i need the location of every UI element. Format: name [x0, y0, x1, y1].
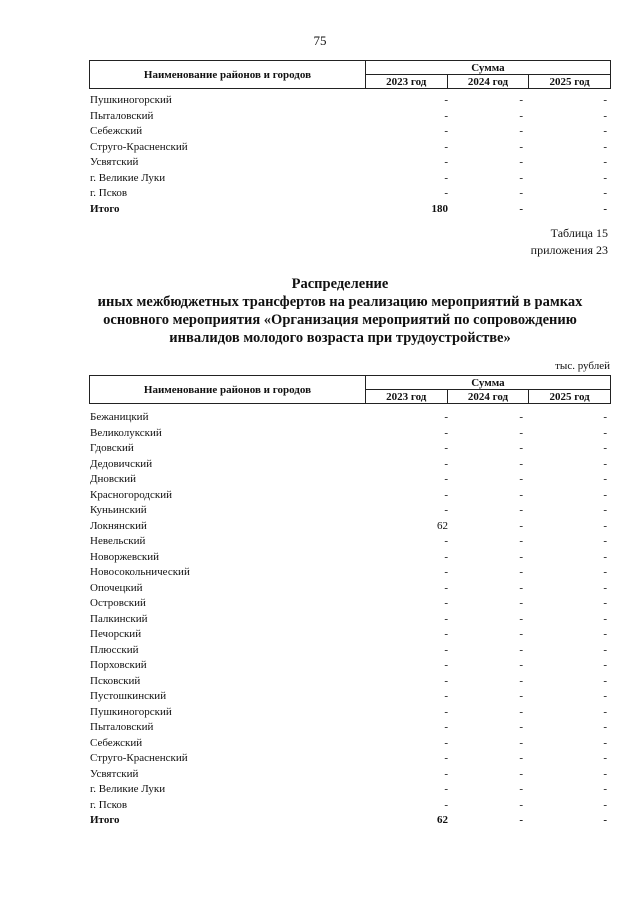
value-2024: - [519, 442, 523, 454]
value-2024: - [519, 659, 523, 671]
table-row [89, 627, 611, 643]
district-name: Великолукский [90, 426, 162, 439]
value-2023: - [444, 721, 448, 733]
value-2024: - [519, 767, 523, 780]
value-2024: - [519, 721, 523, 733]
title-line: иных межбюджетных трансфертов на реализацию мероприятий в рамках [97, 294, 583, 310]
value-2023: - [444, 767, 448, 780]
value-2023: 62 [437, 519, 448, 532]
value-2024: - [519, 140, 523, 153]
table-row [89, 488, 611, 504]
district-name: Островский [90, 597, 146, 609]
district-name: г. Великие Луки [90, 783, 166, 795]
district-name: Невельский [90, 535, 146, 547]
table-row [89, 441, 611, 457]
value-2025: - [603, 674, 607, 687]
value-2023: - [444, 457, 448, 470]
table-row [89, 751, 611, 767]
value-2023: 180 [431, 202, 448, 215]
table-row [89, 550, 611, 566]
value-2024: - [519, 488, 523, 501]
header-year-2025: 2025 год [529, 75, 611, 89]
district-name: Струго-Красненский [90, 140, 188, 153]
title-line: инвалидов молодого возраста при трудоустройстве» [169, 330, 511, 346]
value-2023: - [444, 783, 448, 795]
value-2025: - [603, 752, 607, 764]
value-2023: - [444, 674, 448, 687]
table-row [89, 767, 611, 783]
value-2024: - [519, 109, 523, 122]
table-row [89, 519, 611, 535]
value-2023: - [444, 109, 448, 122]
table-row [89, 186, 611, 202]
value-2024: - [519, 171, 523, 184]
table-row [89, 155, 611, 171]
value-2025: - [603, 612, 607, 625]
value-2025: - [603, 581, 607, 594]
district-name: Новосокольнический [90, 566, 190, 578]
value-2024: - [519, 566, 523, 578]
district-name: Псковский [90, 674, 141, 687]
value-2025: - [603, 814, 607, 826]
table-row [89, 705, 611, 721]
value-2023: - [444, 736, 448, 749]
table1-body [89, 93, 611, 217]
value-2025: - [603, 156, 607, 168]
table-row [89, 534, 611, 550]
value-2025: - [603, 690, 607, 702]
value-2024: - [519, 705, 523, 718]
value-2025: - [603, 473, 607, 485]
district-name: Локнянский [90, 519, 147, 532]
table-row [89, 140, 611, 156]
district-name: Пыталовский [90, 721, 154, 733]
table-row [89, 124, 611, 140]
value-2024: - [519, 550, 523, 563]
value-2025: - [603, 411, 607, 423]
value-2024: - [519, 643, 523, 656]
value-2024: - [519, 202, 523, 215]
value-2025: - [603, 783, 607, 795]
district-name: Пушкиногорский [90, 705, 172, 718]
value-2023: - [444, 535, 448, 547]
value-2023: - [444, 125, 448, 137]
district-name: Бежаницкий [90, 411, 149, 423]
value-2023: - [444, 550, 448, 563]
value-2024: - [519, 612, 523, 625]
value-2025: - [603, 798, 607, 811]
value-2024: - [519, 519, 523, 532]
table-row [89, 736, 611, 752]
value-2023: - [444, 171, 448, 184]
value-2023: 62 [437, 814, 448, 826]
district-name: Гдовский [90, 442, 134, 454]
table-row [89, 689, 611, 705]
district-name: Себежский [90, 736, 143, 749]
district-name: Пушкиногорский [90, 94, 172, 106]
value-2025: - [603, 426, 607, 439]
value-2023: - [444, 752, 448, 764]
value-2023: - [444, 705, 448, 718]
value-2024: - [519, 674, 523, 687]
district-name: Пыталовский [90, 109, 154, 122]
value-2023: - [444, 488, 448, 501]
table-row [89, 171, 611, 187]
value-2025: - [603, 597, 607, 609]
value-2025: - [603, 457, 607, 470]
page-number: 75 [313, 33, 327, 48]
value-2023: - [444, 187, 448, 199]
district-name: г. Псков [90, 798, 128, 811]
value-2025: - [603, 109, 607, 122]
value-2023: - [444, 442, 448, 454]
header-sum-col: Сумма [365, 376, 610, 390]
header-year-2024: 2024 год [447, 75, 529, 89]
district-name: Порховский [90, 659, 147, 671]
value-2025: - [603, 488, 607, 501]
district-name: Дновский [90, 473, 137, 485]
value-2024: - [519, 814, 523, 826]
units-label: тыс. рублей [555, 360, 610, 372]
value-2024: - [519, 426, 523, 439]
district-name: Струго-Красненский [90, 752, 188, 764]
value-2023: - [444, 628, 448, 640]
value-2023: - [444, 659, 448, 671]
table-row [89, 720, 611, 736]
district-name: Новоржевский [90, 550, 160, 563]
value-2024: - [519, 581, 523, 594]
table2-header [89, 375, 611, 404]
district-name: Красногородский [90, 488, 173, 501]
value-2024: - [519, 535, 523, 547]
title-line: основного мероприятия «Организация мероприятий по сопровождению [103, 312, 577, 328]
table-row [89, 109, 611, 125]
value-2024: - [519, 125, 523, 137]
value-2024: - [519, 783, 523, 795]
value-2024: - [519, 187, 523, 199]
table-row [89, 426, 611, 442]
district-name: Усвятский [90, 767, 139, 780]
table1-header [89, 60, 611, 89]
value-2025: - [603, 535, 607, 547]
value-2024: - [519, 473, 523, 485]
value-2025: - [603, 566, 607, 578]
total-row [89, 202, 611, 218]
value-2023: - [444, 473, 448, 485]
table-row [89, 581, 611, 597]
district-name: Опочецкий [90, 581, 143, 594]
value-2023: - [444, 156, 448, 168]
value-2024: - [519, 597, 523, 609]
value-2024: - [519, 628, 523, 640]
value-2023: - [444, 798, 448, 811]
header-name-col: Наименование районов и городов [90, 376, 366, 404]
value-2024: - [519, 798, 523, 811]
district-name: Палкинский [90, 612, 148, 625]
value-2024: - [519, 156, 523, 168]
value-2025: - [603, 519, 607, 532]
value-2025: - [603, 125, 607, 137]
header-year-2023: 2023 год [365, 75, 447, 89]
value-2023: - [444, 426, 448, 439]
table2-body [89, 410, 611, 829]
table-row [89, 503, 611, 519]
value-2023: - [444, 411, 448, 423]
value-2025: - [603, 643, 607, 656]
table-row [89, 596, 611, 612]
value-2025: - [603, 736, 607, 749]
table-row [89, 565, 611, 581]
value-2025: - [603, 202, 607, 215]
title-line: Распределение [291, 276, 389, 292]
header-year-2025: 2025 год [529, 390, 611, 404]
value-2024: - [519, 752, 523, 764]
value-2025: - [603, 705, 607, 718]
table-row [89, 798, 611, 814]
district-name: Итого [90, 814, 120, 826]
header-year-2023: 2023 год [365, 390, 447, 404]
district-name: Себежский [90, 125, 143, 137]
table-row [89, 612, 611, 628]
value-2025: - [603, 140, 607, 153]
table-row [89, 674, 611, 690]
table-row [89, 782, 611, 798]
value-2023: - [444, 581, 448, 594]
value-2023: - [444, 612, 448, 625]
header-name-col: Наименование районов и городов [90, 61, 366, 89]
header-sum-col: Сумма [365, 61, 610, 75]
value-2024: - [519, 94, 523, 106]
value-2025: - [603, 721, 607, 733]
value-2023: - [444, 690, 448, 702]
table-row [89, 410, 611, 426]
district-name: Дедовичский [90, 457, 153, 470]
value-2023: - [444, 566, 448, 578]
district-name: Итого [90, 202, 120, 215]
value-2025: - [603, 628, 607, 640]
district-name: Печорский [90, 628, 142, 640]
value-2025: - [603, 659, 607, 671]
value-2025: - [603, 504, 607, 516]
district-name: Усвятский [90, 156, 139, 168]
value-2023: - [444, 140, 448, 153]
district-name: Пустошкинский [90, 690, 167, 702]
value-2024: - [519, 457, 523, 470]
document-title [60, 275, 620, 347]
district-name: г. Великие Луки [90, 171, 166, 184]
value-2023: - [444, 94, 448, 106]
table-row [89, 457, 611, 473]
header-year-2024: 2024 год [447, 390, 529, 404]
total-row [89, 813, 611, 829]
value-2024: - [519, 690, 523, 702]
value-2025: - [603, 550, 607, 563]
value-2023: - [444, 504, 448, 516]
table-row [89, 472, 611, 488]
value-2023: - [444, 597, 448, 609]
table-row [89, 658, 611, 674]
value-2025: - [603, 94, 607, 106]
table-label: Таблица 15 [550, 226, 608, 240]
district-name: Плюсский [90, 643, 139, 656]
value-2025: - [603, 187, 607, 199]
appendix-label: приложения 23 [530, 243, 608, 257]
table-row [89, 643, 611, 659]
value-2025: - [603, 442, 607, 454]
value-2024: - [519, 736, 523, 749]
district-name: г. Псков [90, 187, 128, 199]
value-2024: - [519, 411, 523, 423]
value-2023: - [444, 643, 448, 656]
value-2025: - [603, 767, 607, 780]
value-2025: - [603, 171, 607, 184]
table-row [89, 93, 611, 109]
value-2024: - [519, 504, 523, 516]
district-name: Куньинский [90, 504, 147, 516]
